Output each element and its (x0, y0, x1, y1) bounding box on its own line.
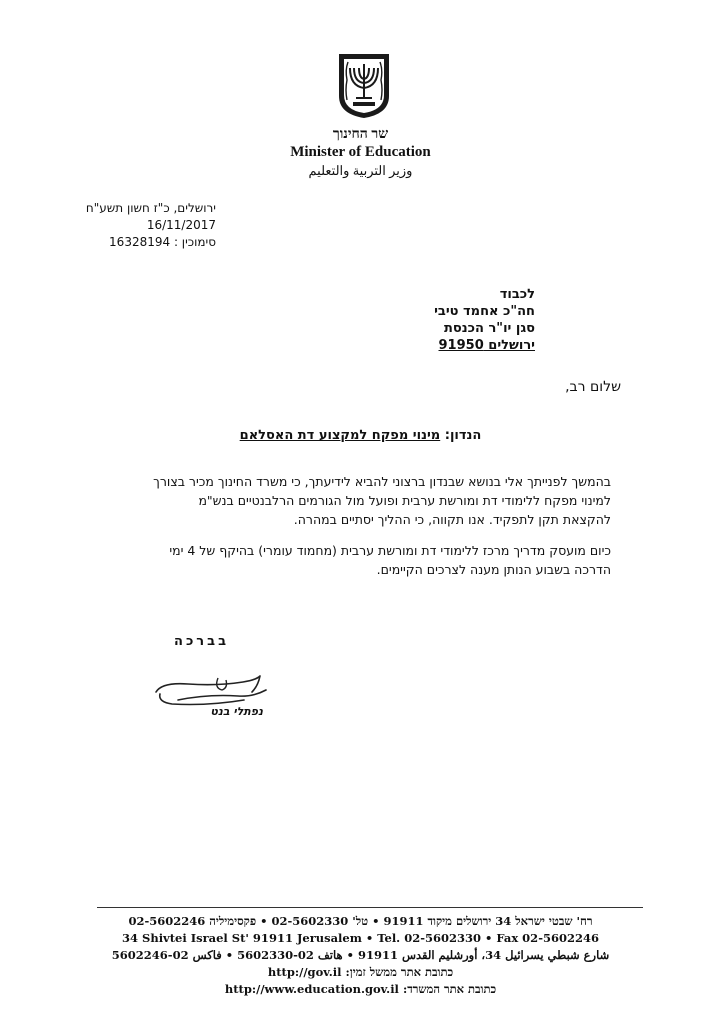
footer-address-english: 34 Shivtei Israel St' 91911 Jerusalem • Tel. 02-5602330 • Fax 02-5602246 (122, 931, 599, 945)
recipient-title: סגן יו"ר הכנסת (444, 321, 535, 336)
body-paragraph-1 (11, 472, 611, 529)
recipient-salutation: לכבוד (499, 287, 535, 302)
footer-gov-site (0, 965, 721, 979)
footer-gov-link[interactable]: http://gov.il (267, 965, 342, 979)
subject-text: מינוי מפקח למקצוע דת האסלאם (239, 428, 441, 443)
signatory-name: נפתלי בנט (210, 705, 263, 718)
footer-ministry-link[interactable]: http://www.education.gov.il (224, 982, 399, 996)
body-line: להקצאת תקן לתפקיד. אנו תקווה, כי ההליך יסתיים במהרה. (293, 512, 611, 527)
body-line: בהמשך לפנייתך אלי בנושא שבנדון ברצוני להביא לידיעתך, כי משרד החינוך מכיר בצורך (153, 474, 611, 489)
date-gregorian: 16/11/2017 (146, 218, 216, 232)
footer-address-hebrew: רח' שבטי ישראל 34 ירושלים מיקוד 91911 • טל' 02-5602330 • פקסימיליה 02-5602246 (128, 914, 593, 928)
footer-ministry-label: כתובת אתר המשרד: (402, 982, 497, 996)
footer-address-arabic: شارع شبطي يسرائيل 34، أورشليم القدس 91911 • هاتف 02-5602330 • فاكس 02-5602246 (111, 948, 610, 962)
date-hebrew: ירושלים, כ"ז חשון תשע"ח (85, 201, 216, 215)
minister-title-hebrew: שר החינוך (332, 127, 389, 142)
subject-line (0, 428, 721, 443)
closing-blessing: בברכה (174, 634, 229, 649)
footer-ministry-site (0, 982, 721, 996)
body-line: למינוי מפקח ללימודי דת ומורשת ערבית ופועל מול הגורמים הרלבנטיים בנש"מ (198, 493, 611, 508)
recipient-city: ירושלים 91950 (438, 338, 535, 353)
reference-number: סימוכין : 16328194 (109, 235, 216, 249)
minister-title-arabic: وزير التربية والتعليم (308, 163, 413, 178)
recipient-name: חה"כ אחמד טיבי (434, 304, 535, 319)
footer-divider (97, 907, 643, 908)
body-line: הדרכה בשבוע הנותן מענה לצרכים הקיימים. (376, 562, 611, 577)
greeting: שלום רב, (565, 379, 621, 395)
body-paragraph-2 (11, 541, 611, 579)
body-line: כיום מועסק מדריך מרכז ללימודי דת ומורשת ערבית (מחמוד עומרי) בהיקף של 4 ימי (169, 543, 611, 558)
subject-label: הנדון: (444, 428, 482, 443)
menorah-emblem-icon (335, 50, 393, 120)
minister-title-english: Minister of Education (290, 144, 431, 160)
footer-gov-label: כתובת אתר ממשל זמין: (345, 965, 454, 979)
